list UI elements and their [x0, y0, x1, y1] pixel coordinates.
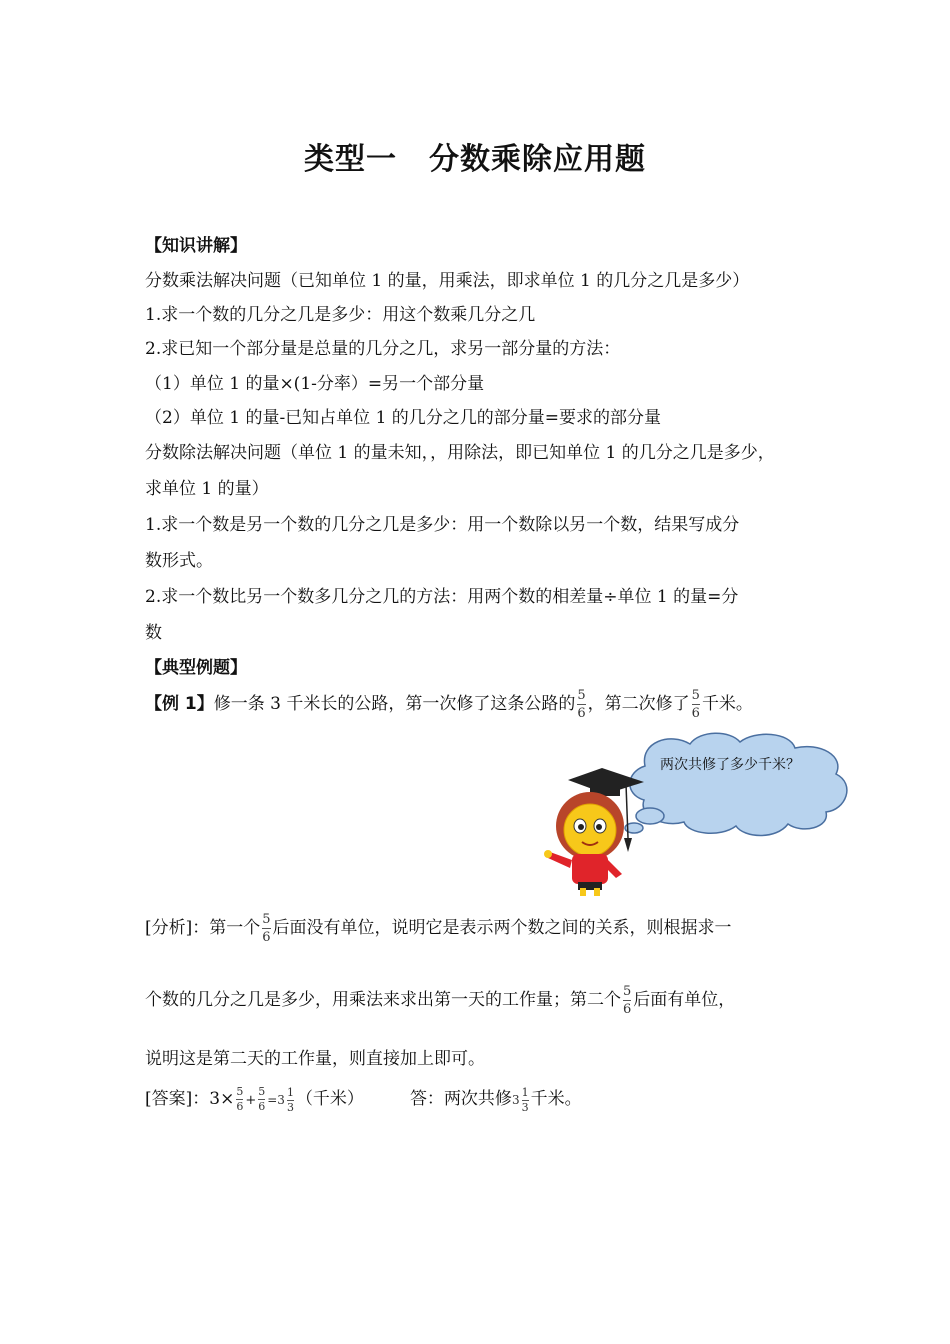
- fraction-five-sixths: $\frac{5}{6}$: [236, 1085, 244, 1113]
- cloud-question: 两次共修了多少千米？: [660, 757, 800, 773]
- knowledge-line-8: 1.求一个数是另一个数的几分之几是多少：用一个数除以另一个数，结果写成分: [145, 515, 740, 535]
- knowledge-line-4: （1）单位 1 的量×(1-分率）=另一个部分量: [145, 374, 485, 394]
- knowledge-heading: 【知识讲解】: [145, 236, 247, 256]
- knowledge-line-9: 数形式。: [145, 551, 213, 571]
- analysis-line-2: 个数的几分之几是多少，用乘法来求出第一天的工作量；第二个 $\frac{5}{6}$ 后面有单位，: [145, 984, 736, 1017]
- mixed-number: 3 $\frac{1}{3}$: [511, 1085, 529, 1114]
- teacher-illustration: [540, 728, 870, 898]
- example-1: 【例 1】修一条 3 千米长的公路，第一次修了这条公路的 $\frac{5}{6}$ ，第二次修了 $\frac{5}{6}$ 千米。: [145, 688, 753, 721]
- knowledge-line-5: （2）单位 1 的量-已知占单位 1 的几分之几的部分量=要求的部分量: [145, 408, 662, 428]
- knowledge-line-11: 数: [145, 623, 162, 643]
- knowledge-line-6: 分数除法解决问题（单位 1 的量未知，，用除法，即已知单位 1 的几分之几是多少，: [145, 443, 775, 463]
- answer-line: [答案]：3× $\frac{5}{6}$ + $\frac{5}{6}$ =3 $\frac{1}{3}$ （千米） 答：两次共修 3 $\frac{1}{3}$ 千米。: [145, 1085, 582, 1114]
- example-1-label: 【例 1】: [145, 694, 214, 714]
- knowledge-line-3: 2.求已知一个部分量是总量的几分之几，求另一部分量的方法：: [145, 339, 621, 359]
- analysis-line-1: [分析]：第一个 $\frac{5}{6}$ 后面没有单位，说明它是表示两个数之间的关系，则根据求一: [145, 912, 732, 945]
- fraction-five-sixths: $\frac{5}{6}$: [258, 1085, 266, 1113]
- thought-cloud: [625, 733, 847, 835]
- mixed-number: =3 $\frac{1}{3}$: [267, 1085, 294, 1114]
- example-1-text: 修一条 3 千米长的公路，第一次修了这条公路的: [213, 694, 576, 714]
- analysis-line-3: 说明这是第二天的工作量，则直接加上即可。: [145, 1049, 485, 1069]
- knowledge-line-7: 求单位 1 的量）: [145, 479, 269, 499]
- knowledge-line-1: 分数乘法解决问题（已知单位 1 的量，用乘法，即求单位 1 的几分之几是多少）: [145, 271, 750, 291]
- fraction-five-sixths: $\frac{5}{6}$: [577, 688, 586, 721]
- knowledge-line-2: 1.求一个数的几分之几是多少：用这个数乘几分之几: [145, 305, 536, 325]
- fraction-five-sixths: $\frac{5}{6}$: [262, 912, 271, 945]
- fraction-five-sixths: $\frac{5}{6}$: [691, 688, 700, 721]
- fraction-five-sixths: $\frac{5}{6}$: [623, 984, 632, 1017]
- examples-heading: 【典型例题】: [145, 658, 247, 678]
- knowledge-line-10: 2.求一个数比另一个数多几分之几的方法：用两个数的相差量÷单位 1 的量=分: [145, 587, 739, 607]
- page-title: 类型一 分数乘除应用题: [304, 142, 646, 177]
